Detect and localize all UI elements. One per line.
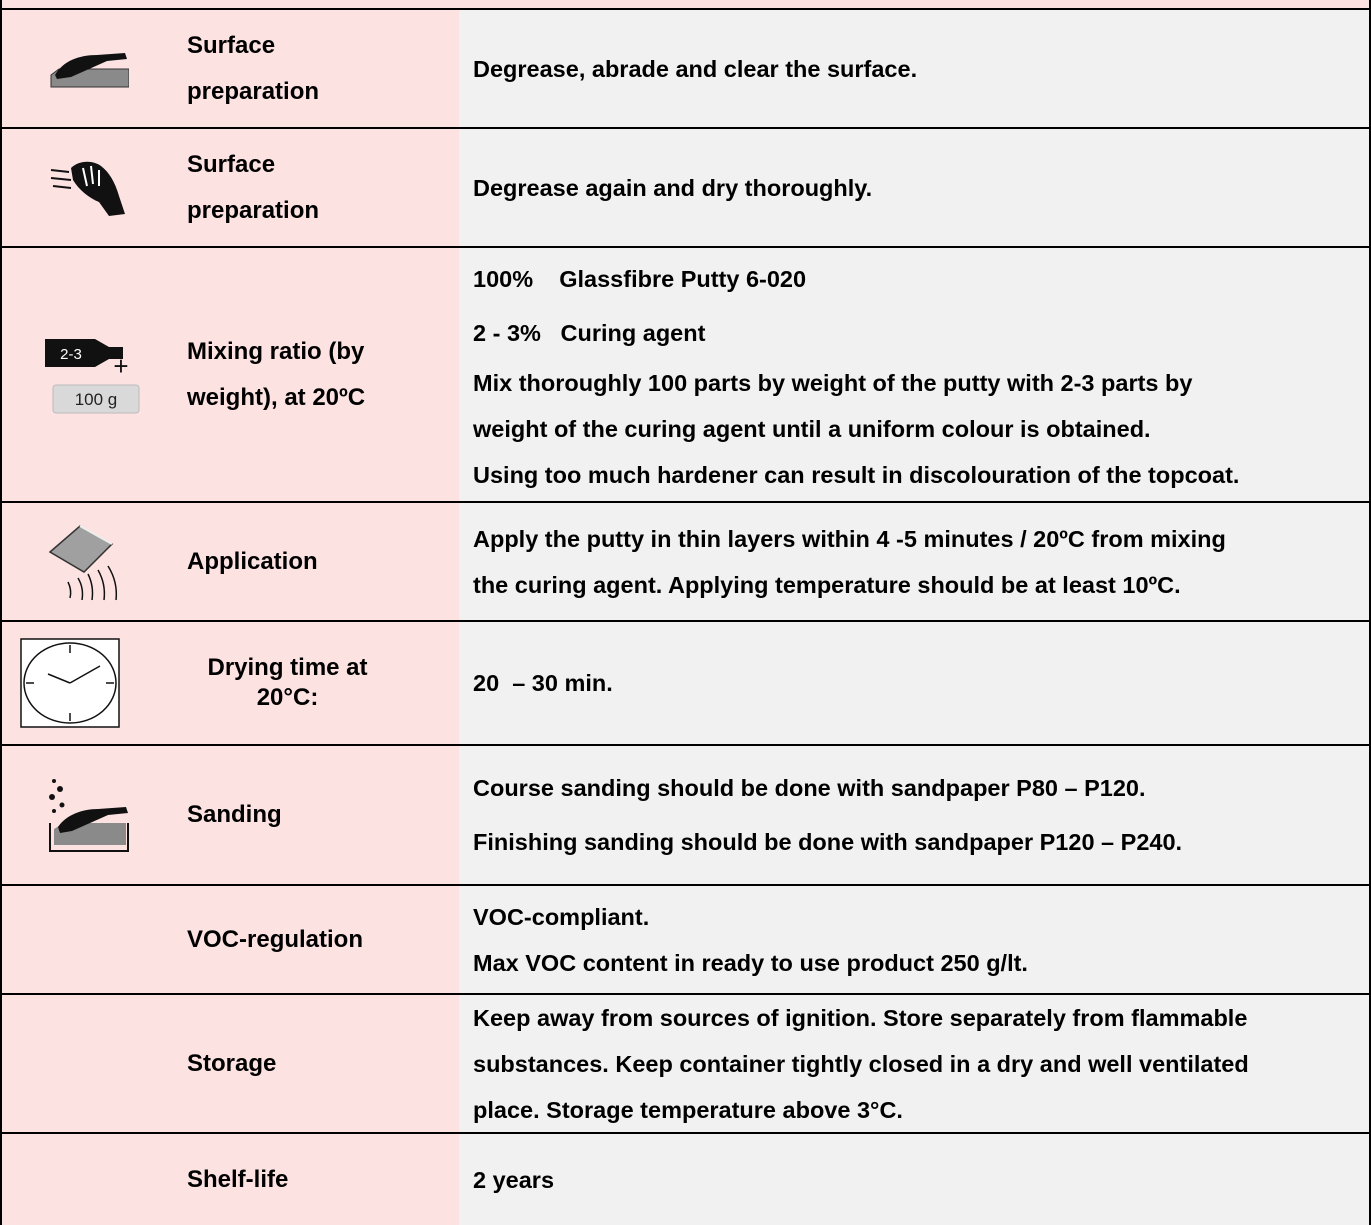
table-row: [0, 746, 1371, 886]
row-value: 20 – 30 min.: [459, 622, 1369, 744]
hand-on-surface-icon: [2, 10, 176, 127]
empty-icon-cell: [2, 1134, 176, 1225]
row-value: Keep away from sources of ignition. Store separately from flammable substances. Keep container tightly closed in a dry and well ventilated place. Storage temperature above 3°C.: [459, 995, 1369, 1132]
row-value: 2 years: [459, 1134, 1369, 1225]
row-label: Mixing ratio (by weight), at 20ºC: [176, 248, 459, 501]
row-label: Sanding: [176, 746, 459, 884]
hand-wiping-icon: [2, 129, 176, 246]
table-row: [0, 1134, 1371, 1225]
row-value: Degrease, abrade and clear the surface.: [459, 10, 1369, 127]
row-label: Shelf-life: [176, 1134, 459, 1225]
clock-icon: [2, 622, 176, 744]
row-label: Storage: [176, 995, 459, 1132]
row-label: Surface preparation: [176, 10, 459, 127]
table-top-strip: [0, 0, 1371, 10]
row-value: VOC-compliant. Max VOC content in ready to use product 250 g/lt.: [459, 886, 1369, 993]
row-label: VOC-regulation: [176, 886, 459, 993]
plus-sign: +: [113, 350, 129, 381]
row-label: Drying time at 20°C:: [176, 622, 459, 744]
row-label: Application: [176, 503, 459, 620]
table-row: [0, 129, 1371, 248]
sanding-icon: [2, 746, 176, 884]
mixing-ratio-icon: [2, 248, 176, 501]
tube-ratio-text: 2-3: [60, 345, 82, 363]
table-row: [0, 248, 1371, 503]
spatula-application-icon: [2, 503, 176, 620]
row-value: Degrease again and dry thoroughly.: [459, 129, 1369, 246]
row-value: Course sanding should be done with sandpaper P80 – P120. Finishing sanding should be done with sandpaper P120 – P240.: [459, 746, 1369, 884]
table-row: [0, 886, 1371, 995]
row-value: Apply the putty in thin layers within 4 -5 minutes / 20ºC from mixing the curing agent. Applying temperature should be at least 10ºC.: [459, 503, 1369, 620]
table-row: [0, 503, 1371, 622]
table-row: [0, 622, 1371, 746]
weight-text: 100 g: [74, 389, 118, 409]
row-label: Surface preparation: [176, 129, 459, 246]
table-row: [0, 10, 1371, 129]
empty-icon-cell: [2, 886, 176, 993]
table-row: [0, 995, 1371, 1134]
empty-icon-cell: [2, 995, 176, 1132]
row-value: 100% Glassfibre Putty 6-020 2 - 3% Curing agent Mix thoroughly 100 parts by weight of the putty with 2-3 parts by weight of the curing agent until a uniform colour is obtained. Using too much hardener can result in discolouration of the topcoat.: [459, 248, 1369, 501]
